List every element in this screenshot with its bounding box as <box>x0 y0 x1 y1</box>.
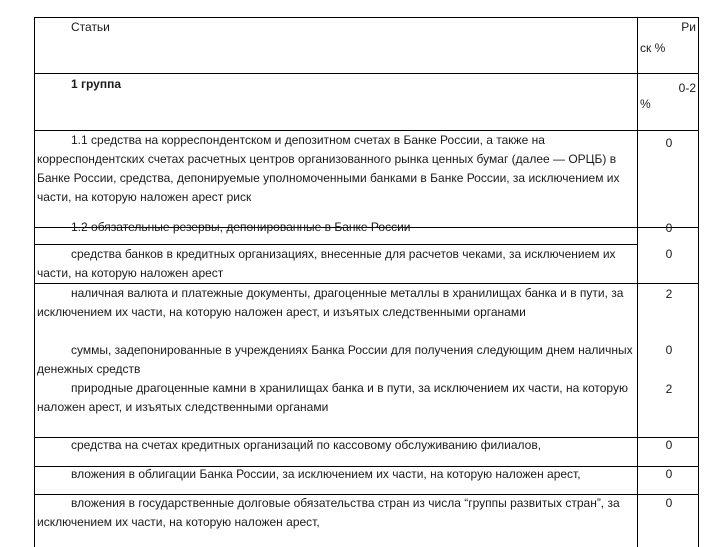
row-risk: 0 <box>665 136 673 150</box>
column-divider <box>637 17 638 547</box>
row-risk: 0 <box>665 467 673 481</box>
row-text: средства на счетах кредитных организаций по кассовому обслуживанию филиалов, <box>71 438 542 452</box>
row-risk: 0 <box>665 221 673 235</box>
header-articles <box>37 18 633 37</box>
row-risk: 0 <box>665 343 673 357</box>
header-risk-line1: Ри <box>681 20 696 34</box>
table-row <box>37 131 633 207</box>
table-border-left <box>34 17 35 547</box>
group-label <box>37 75 633 94</box>
table-row <box>37 494 633 532</box>
table-row <box>37 379 633 417</box>
row-divider <box>34 73 699 74</box>
row-text: вложения в облигации Банка России, за исключением их части, на которую наложен арест, <box>71 467 581 481</box>
row-risk: 0 <box>665 247 673 261</box>
group-risk-line1: 0-2 <box>678 81 696 95</box>
row-text: 1.2 обязательные резервы, депонированные в Банке России <box>71 220 411 234</box>
row-risk: 2 <box>665 287 673 301</box>
row-text: суммы, задепонированные в учреждениях Банка России для получения следующим днем наличных денежных средств <box>37 343 633 376</box>
row-risk: 0 <box>665 438 673 452</box>
row-text: вложения в государственные долговые обязательства стран из числа “группы развитых стран”, за исключением их части, на которую наложен арест, <box>37 496 620 529</box>
table-row <box>37 245 633 283</box>
row-risk: 0 <box>665 496 673 510</box>
table-row <box>37 436 633 455</box>
risk-table <box>34 17 699 547</box>
table-row <box>37 284 633 322</box>
row-risk: 2 <box>665 382 673 396</box>
table-row <box>37 465 633 484</box>
table-row <box>37 341 633 379</box>
row-text: природные драгоценные камни в хранилищах банка и в пути, за исключением их части, на которую наложен арест, и изъятых следственными органами <box>37 381 628 414</box>
row-text: средства банков в кредитных организациях, внесенные для расчетов чеками, за исключением их части, на которую наложен арест <box>37 247 616 280</box>
group-label-text: 1 группа <box>71 77 122 91</box>
row-text: наличная валюта и платежные документы, драгоценные металлы в хранилищах банка и в пути, за исключением их части, на которую наложен арест, и изъятых следственными органами <box>37 286 624 319</box>
row-text: 1.1 средства на корреспондентском и депозитном счетах в Банке России, а также на корреспондентских счетах расчетных центров организованного рынка ценных бумаг (далее — ОРЦБ) в Банке России, средства, депонируемые уполномоченными банками в Банке России, за исключением их части, на которую наложен арест риск <box>37 133 620 204</box>
header-articles-label: Статьи <box>71 20 110 34</box>
table-border-right <box>698 17 699 547</box>
header-risk-line2: ск % <box>640 41 666 55</box>
table-row <box>37 218 633 237</box>
group-risk-line2: % <box>640 97 651 111</box>
